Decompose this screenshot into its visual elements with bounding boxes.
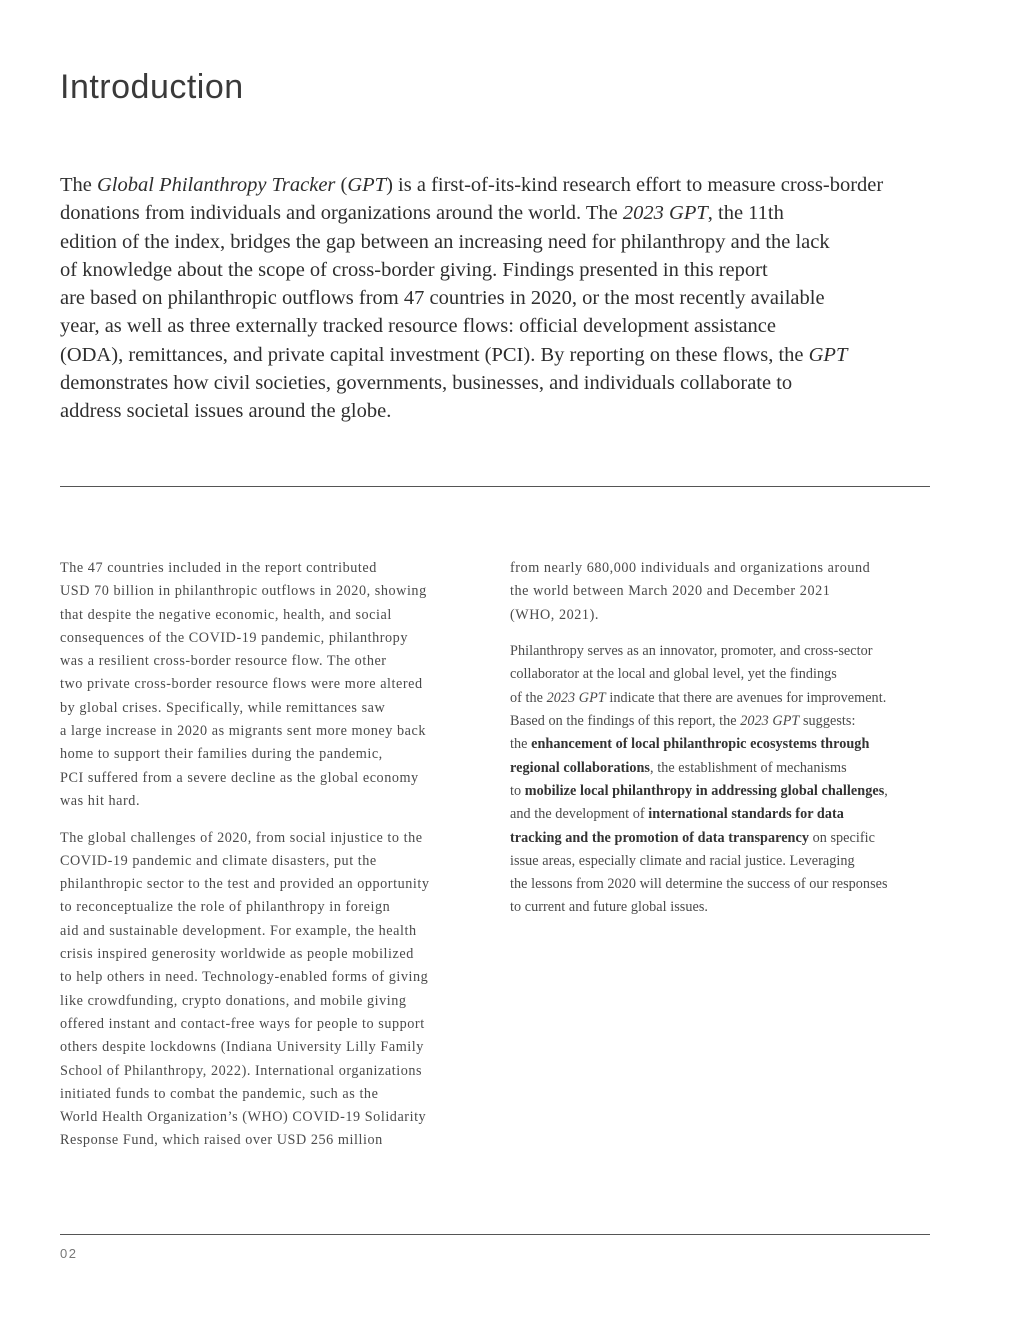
body-line: initiated funds to combat the pandemic, such as the xyxy=(60,1085,379,1102)
body-line: the world between March 2020 and December 2021 xyxy=(510,583,831,600)
section-divider xyxy=(60,486,930,487)
body-paragraph xyxy=(510,640,940,920)
body-line: to current and future global issues. xyxy=(510,899,709,916)
body-text: and the development of xyxy=(510,806,649,823)
body-line: World Health Organization’s (WHO) COVID-19 Solidarity xyxy=(60,1109,427,1126)
body-line: The 47 countries included in the report contributed xyxy=(60,560,377,576)
body-line xyxy=(510,803,940,826)
body-line xyxy=(510,710,940,733)
body-line: offered instant and contact-free ways for people to support xyxy=(60,1015,425,1032)
lead-italic-abbrev: GPT xyxy=(808,343,848,366)
body-line: home to support their families during the pandemic, xyxy=(60,746,383,763)
body-text: of the xyxy=(510,689,547,706)
body-column-left xyxy=(60,557,490,1166)
body-text: on specific xyxy=(808,829,875,846)
lead-line: of knowledge about the scope of cross-border giving. Findings presented in this report xyxy=(60,258,768,281)
body-line: others despite lockdowns (Indiana University Lilly Family xyxy=(60,1039,424,1056)
lead-line: year, as well as three externally tracked resource flows: official development assistance xyxy=(60,315,776,338)
lead-line xyxy=(60,171,940,199)
body-line: like crowdfunding, crypto donations, and mobile giving xyxy=(60,992,407,1009)
lead-text: (ODA), remittances, and private capital investment (PCI). By reporting on these flows, the xyxy=(60,343,809,366)
lead-line: are based on philanthropic outflows from 47 countries in 2020, or the most recently available xyxy=(60,287,825,310)
body-line: collaborator at the local and global level, yet the findings xyxy=(510,666,837,683)
body-text: indicate that there are avenues for improvement. xyxy=(605,689,887,706)
body-line: by global crises. Specifically, while remittances saw xyxy=(60,699,386,716)
lead-italic-abbrev: GPT xyxy=(347,174,387,196)
body-column-right xyxy=(510,557,940,933)
body-line xyxy=(510,780,940,803)
body-text: to xyxy=(510,782,525,799)
body-bold-recommendation: international standards for data xyxy=(648,806,844,823)
lead-italic-edition: 2023 GPT xyxy=(622,202,708,225)
body-line: COVID-19 pandemic and climate disasters, put the xyxy=(60,852,377,869)
page-number: 02 xyxy=(60,1246,78,1261)
lead-text: donations from individuals and organizations around the world. The xyxy=(60,202,623,225)
body-line xyxy=(510,733,940,756)
body-text: suggests: xyxy=(799,713,856,730)
body-line: was a resilient cross-border resource flow. The other xyxy=(60,653,387,670)
body-line: USD 70 billion in philanthropic outflows in 2020, showing xyxy=(60,583,427,600)
body-line: crisis inspired generosity worldwide as people mobilized xyxy=(60,946,414,963)
body-bold-recommendation: regional collaborations xyxy=(510,759,651,776)
body-line xyxy=(510,827,940,850)
intro-lead-paragraph xyxy=(60,171,940,426)
body-line: Response Fund, which raised over USD 256 million xyxy=(60,1132,383,1149)
lead-text: ( xyxy=(335,174,348,196)
body-paragraph xyxy=(60,827,490,1153)
lead-text: The xyxy=(60,174,97,196)
body-paragraph xyxy=(510,557,940,627)
page-title: Introduction xyxy=(60,68,244,106)
body-line: PCI suffered from a severe decline as the global economy xyxy=(60,769,419,786)
lead-line xyxy=(60,199,940,227)
body-line: the lessons from 2020 will determine the success of our responses xyxy=(510,876,888,893)
body-line: to reconceptualize the role of philanthropy in foreign xyxy=(60,899,391,916)
body-line: a large increase in 2020 as migrants sent more money back xyxy=(60,723,426,740)
body-text: , xyxy=(884,782,888,799)
lead-text: ) is a first-of-its-kind research effort to measure cross-border xyxy=(386,174,884,196)
body-bold-recommendation: enhancement of local philanthropic ecosystems through xyxy=(531,736,870,753)
lead-line: address societal issues around the globe. xyxy=(60,400,392,423)
lead-line: demonstrates how civil societies, governments, businesses, and individuals collaborate to xyxy=(60,372,793,395)
lead-line xyxy=(60,341,940,369)
body-line: (WHO, 2021). xyxy=(510,606,599,623)
body-bold-recommendation: tracking and the promotion of data transparency xyxy=(510,829,809,846)
body-italic-edition: 2023 GPT xyxy=(546,689,606,706)
body-line: consequences of the COVID-19 pandemic, philanthropy xyxy=(60,629,408,646)
body-line: aid and sustainable development. For example, the health xyxy=(60,922,417,939)
body-text: the xyxy=(510,736,532,753)
lead-line: edition of the index, bridges the gap between an increasing need for philanthropy and the lack xyxy=(60,230,830,253)
lead-text: , the 11th xyxy=(707,202,784,225)
body-line: The global challenges of 2020, from social injustice to the xyxy=(60,829,423,846)
body-italic-edition: 2023 GPT xyxy=(740,713,800,730)
body-line xyxy=(510,757,940,780)
body-line xyxy=(510,687,940,710)
body-line: Philanthropy serves as an innovator, promoter, and cross-sector xyxy=(510,643,873,660)
body-line: School of Philanthropy, 2022). International organizations xyxy=(60,1062,423,1079)
body-line: issue areas, especially climate and racial justice. Leveraging xyxy=(510,852,855,869)
body-text: Based on the findings of this report, the xyxy=(510,713,741,730)
body-paragraph xyxy=(60,557,490,813)
body-line: was hit hard. xyxy=(60,792,141,809)
body-bold-recommendation: mobilize local philanthropy in addressing global challenges xyxy=(524,782,885,799)
body-line: that despite the negative economic, health, and social xyxy=(60,606,392,623)
body-line: two private cross-border resource flows were more altered xyxy=(60,676,423,693)
body-text: , the establishment of mechanisms xyxy=(650,759,847,776)
body-line: from nearly 680,000 individuals and organizations around xyxy=(510,560,871,576)
body-line: to help others in need. Technology-enabled forms of giving xyxy=(60,969,429,986)
footer-divider xyxy=(60,1234,930,1235)
lead-italic-title: Global Philanthropy Tracker xyxy=(97,174,336,196)
body-line: philanthropic sector to the test and provided an opportunity xyxy=(60,876,430,893)
